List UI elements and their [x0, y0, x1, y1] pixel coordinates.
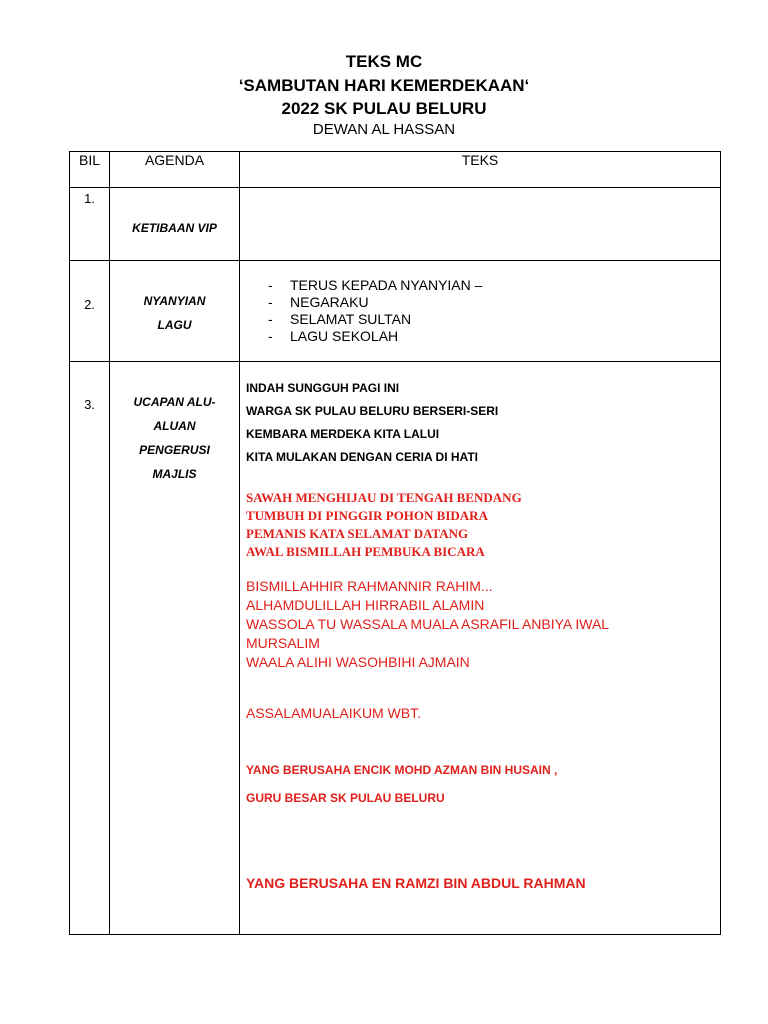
- agenda-line: NYANYIAN: [143, 294, 206, 308]
- pantun-line: TUMBUH DI PINGGIR POHON BIDARA: [246, 508, 488, 523]
- agenda-line: LAGU: [157, 318, 192, 332]
- verse-line: KITA MULAKAN DENGAN CERIA DI HATI: [246, 450, 478, 464]
- event-title: ‘SAMBUTAN HARI KEMERDEKAAN‘: [238, 76, 530, 95]
- verse-line: WARGA SK PULAU BELURU BERSERI-SERI: [246, 404, 499, 418]
- bil-number: 3.: [84, 397, 95, 412]
- mc-script-table: [69, 151, 721, 935]
- bil-cell: [70, 188, 110, 261]
- table-row: [70, 188, 721, 261]
- bil-number: 2.: [84, 297, 95, 312]
- bil-cell: [70, 362, 110, 935]
- doa-block: [240, 577, 720, 672]
- agenda-cell: [110, 261, 240, 362]
- agenda-cell: [110, 188, 240, 261]
- bil-number: 1.: [84, 191, 95, 206]
- doa-line: WASSOLA TU WASSALA MUALA ASRAFIL ANBIYA IWAL: [246, 616, 610, 632]
- teks-cell: [240, 188, 721, 261]
- verse-line: INDAH SUNGGUH PAGI INI: [246, 381, 400, 395]
- song-list: [240, 277, 720, 345]
- guest-line: YANG BERUSAHA ENCIK MOHD AZMAN BIN HUSAIN ,: [246, 763, 558, 777]
- list-item: - SELAMAT SULTAN: [270, 311, 720, 328]
- guest-line: YANG BERUSAHA EN RAMZI BIN ABDUL RAHMAN: [246, 875, 586, 891]
- doa-line: WAALA ALIHI WASOHBIHI AJMAIN: [246, 654, 470, 670]
- list-item: - TERUS KEPADA NYANYIAN –: [270, 277, 720, 294]
- doa-line: MURSALIM: [246, 635, 320, 651]
- agenda-line: UCAPAN ALU-: [133, 395, 216, 409]
- salam-line: ASSALAMUALAIKUM WBT.: [246, 705, 422, 721]
- guest-line: GURU BESAR SK PULAU BELURU: [246, 791, 445, 805]
- pantun-verse: [240, 489, 720, 561]
- agenda-line: ALUAN: [153, 419, 196, 433]
- venue: DEWAN AL HASSAN: [312, 121, 456, 138]
- pantun-line: AWAL BISMILLAH PEMBUKA BICARA: [246, 544, 485, 559]
- pantun-line: SAWAH MENGHIJAU DI TENGAH BENDANG: [246, 490, 522, 505]
- table-row: [70, 362, 721, 935]
- doa-line: ALHAMDULILLAH HIRRABIL ALAMIN: [246, 597, 485, 613]
- agenda-cell: [110, 362, 240, 935]
- pantun-line: PEMANIS KATA SELAMAT DATANG: [246, 526, 469, 541]
- bil-cell: [70, 261, 110, 362]
- doa-line: BISMILLAHHIR RAHMANNIR RAHIM...: [246, 578, 493, 594]
- column-header-teks: TEKS: [240, 152, 721, 188]
- teks-cell: [240, 261, 721, 362]
- event-year-school: 2022 SK PULAU BELURU: [281, 99, 487, 118]
- verse-line: KEMBARA MERDEKA KITA LALUI: [246, 427, 440, 441]
- teks-cell: [240, 362, 721, 935]
- table-row: [70, 261, 721, 362]
- list-item: - LAGU SEKOLAH: [270, 328, 720, 345]
- opening-verse: [240, 362, 720, 469]
- table-header-row: [70, 152, 721, 188]
- document-title: TEKS MC: [345, 52, 423, 71]
- agenda-text: KETIBAAN VIP: [132, 221, 217, 235]
- column-header-bil: BIL: [70, 152, 110, 188]
- column-header-agenda: AGENDA: [110, 152, 240, 188]
- agenda-line: MAJLIS: [152, 467, 197, 481]
- agenda-line: PENGERUSI: [139, 443, 210, 457]
- list-item: - NEGARAKU: [270, 294, 720, 311]
